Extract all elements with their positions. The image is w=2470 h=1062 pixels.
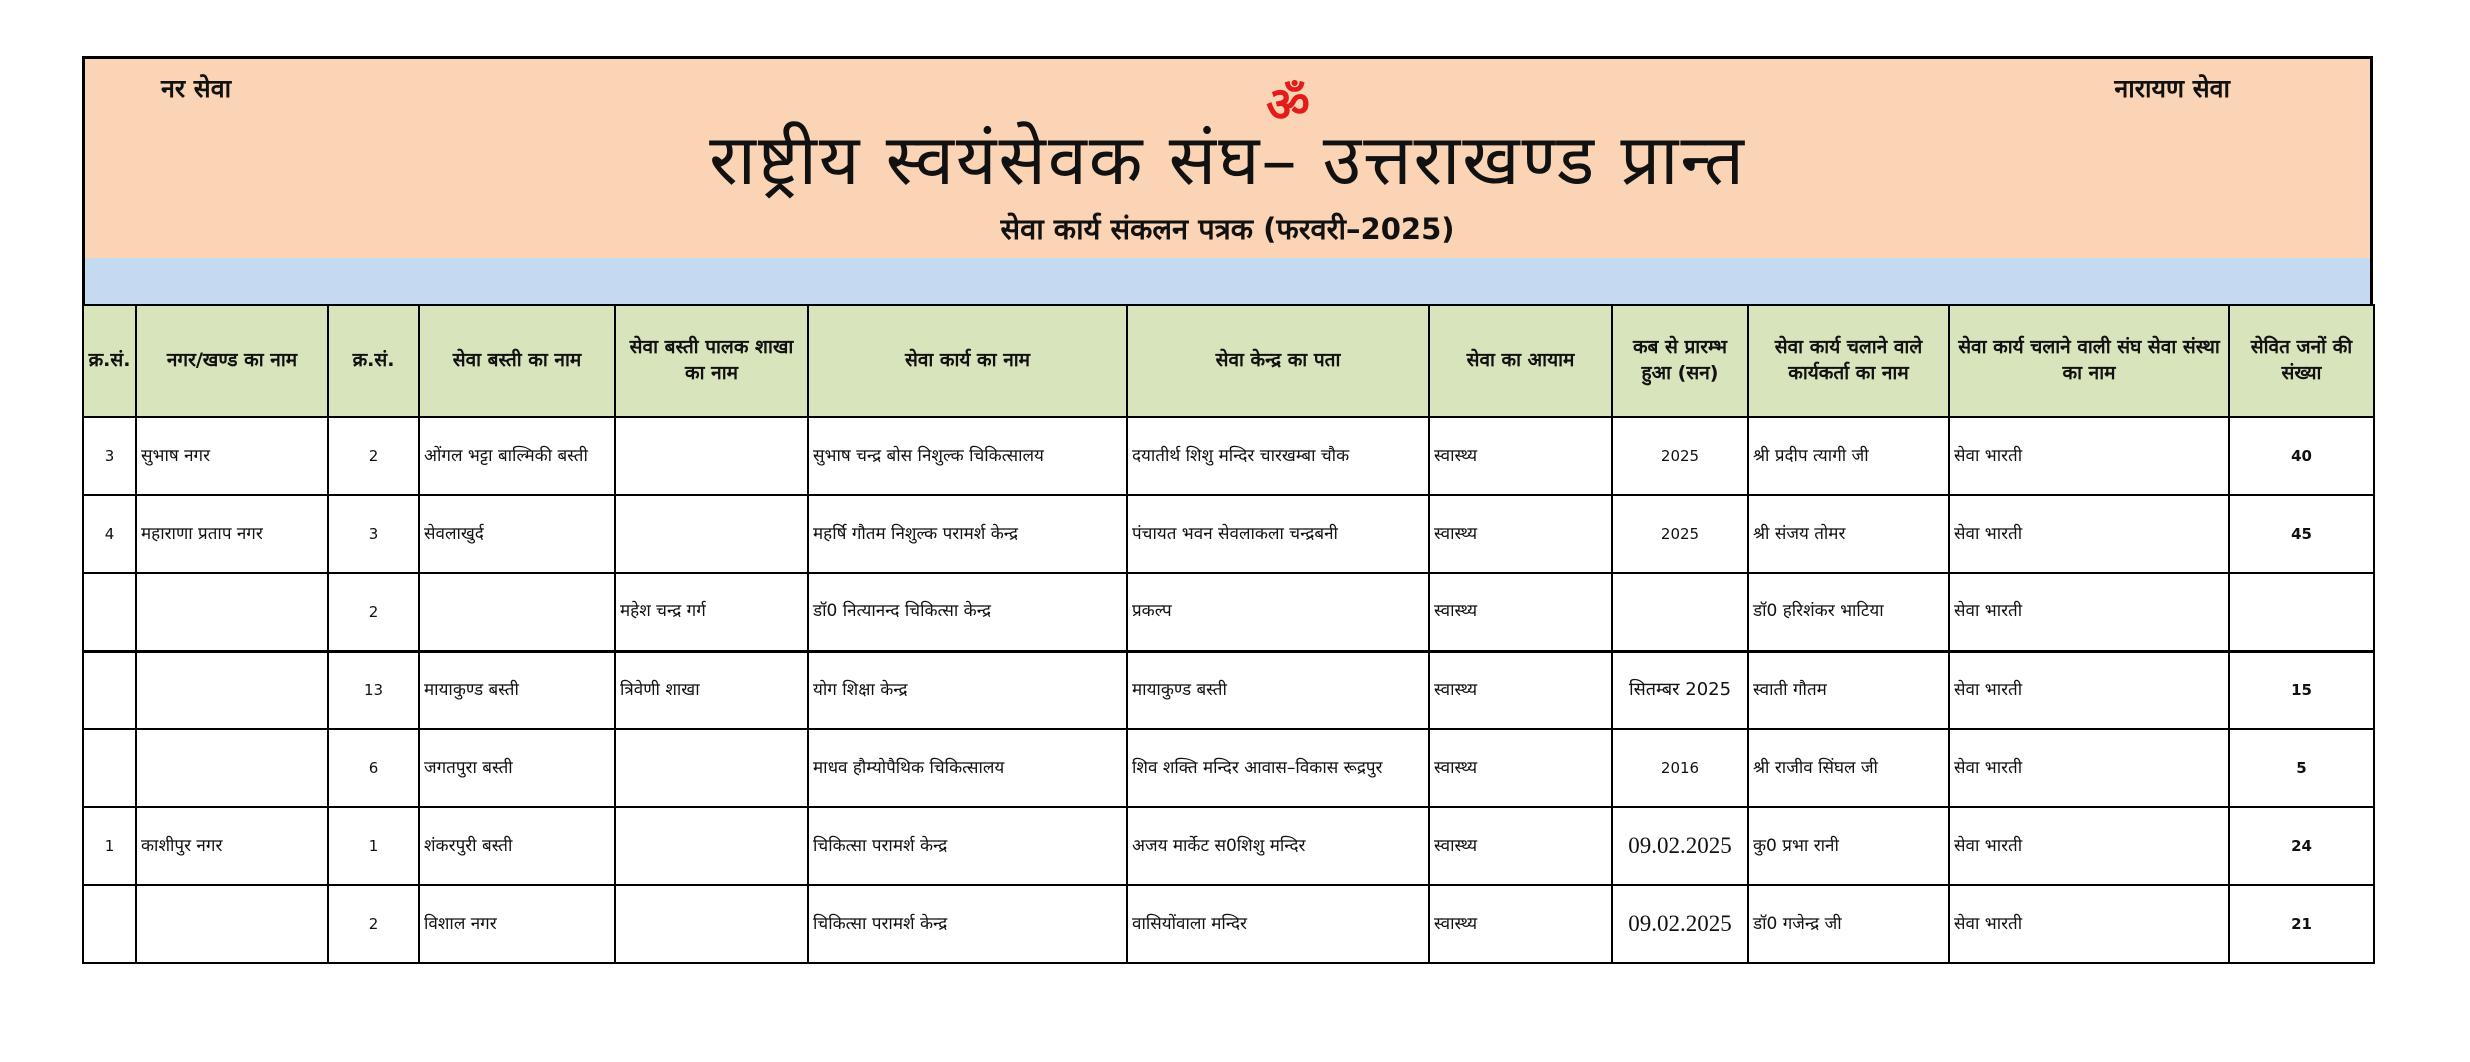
cell-col-work-name: योग शिक्षा केन्द्र (808, 651, 1127, 729)
cell-col-organisation: सेवा भारती (1949, 573, 2229, 651)
cell-col-start-year: 2025 (1612, 417, 1748, 495)
table-header-row (83, 305, 2374, 417)
cell-col-beneficiaries: 40 (2229, 417, 2374, 495)
cell-col-sr-no: 4 (83, 495, 136, 573)
cell-col-sr-no: 3 (83, 417, 136, 495)
table-row (83, 807, 2374, 885)
cell-col-basti-name: सेवलाखुर्द (419, 495, 615, 573)
cell-col-sr-no (83, 651, 136, 729)
cell-col-shakha-name (615, 495, 808, 573)
right-tagline: नारायण सेवा (2114, 74, 2230, 103)
cell-col-sr-no-2: 6 (328, 729, 419, 807)
header-col-basti-name: सेवा बस्ती का नाम (419, 305, 615, 417)
cell-col-organisation: सेवा भारती (1949, 885, 2229, 963)
cell-col-aayam: स्वास्थ्य (1429, 807, 1612, 885)
cell-col-start-year: 09.02.2025 (1612, 885, 1748, 963)
cell-col-worker-name: स्वाती गौतम (1748, 651, 1949, 729)
cell-col-address: पंचायत भवन सेवलाकला चन्द्रबनी (1127, 495, 1429, 573)
cell-col-basti-name: शंकरपुरी बस्ती (419, 807, 615, 885)
blue-band-divider (82, 258, 2373, 304)
header-col-work-name: सेवा कार्य का नाम (808, 305, 1127, 417)
header-col-address: सेवा केन्द्र का पता (1127, 305, 1429, 417)
cell-col-organisation: सेवा भारती (1949, 729, 2229, 807)
om-glyph: ॐ (1266, 77, 1310, 131)
cell-col-shakha-name (615, 417, 808, 495)
page-title: राष्ट्रीय स्वयंसेवक संघ– उत्तराखण्ड प्रान्त (709, 119, 1746, 201)
cell-col-sr-no-2: 13 (328, 651, 419, 729)
cell-col-basti-name: जगतपुरा बस्ती (419, 729, 615, 807)
cell-col-shakha-name (615, 807, 808, 885)
cell-col-worker-name: श्री संजय तोमर (1748, 495, 1949, 573)
cell-col-start-year: 2025 (1612, 495, 1748, 573)
table-row (83, 495, 2374, 573)
header-col-organisation: सेवा कार्य चलाने वाली संघ सेवा संस्था का नाम (1949, 305, 2229, 417)
table-body (83, 417, 2374, 963)
cell-col-nagar-name (136, 885, 328, 963)
header-col-aayam: सेवा का आयाम (1429, 305, 1612, 417)
cell-col-address: शिव शक्ति मन्दिर आवास–विकास रूद्रपुर (1127, 729, 1429, 807)
cell-col-basti-name (419, 573, 615, 651)
cell-col-shakha-name (615, 885, 808, 963)
cell-col-nagar-name: महाराणा प्रताप नगर (136, 495, 328, 573)
cell-col-nagar-name: काशीपुर नगर (136, 807, 328, 885)
cell-col-work-name: चिकित्सा परामर्श केन्द्र (808, 885, 1127, 963)
cell-col-address: प्रकल्प (1127, 573, 1429, 651)
cell-col-shakha-name: महेश चन्द्र गर्ग (615, 573, 808, 651)
cell-col-beneficiaries: 45 (2229, 495, 2374, 573)
cell-col-address: दयातीर्थ शिशु मन्दिर चारखम्बा चौक (1127, 417, 1429, 495)
page-subtitle: सेवा कार्य संकलन पत्रक (फरवरी–2025) (1000, 212, 1455, 246)
cell-col-address: मायाकुण्ड बस्ती (1127, 651, 1429, 729)
cell-col-nagar-name: सुभाष नगर (136, 417, 328, 495)
table-row (83, 729, 2374, 807)
cell-col-shakha-name: त्रिवेणी शाखा (615, 651, 808, 729)
cell-col-beneficiaries: 24 (2229, 807, 2374, 885)
left-tagline: नर सेवा (161, 74, 232, 103)
cell-col-work-name: सुभाष चन्द्र बोस निशुल्क चिकित्सालय (808, 417, 1127, 495)
cell-col-sr-no: 1 (83, 807, 136, 885)
table-row (83, 417, 2374, 495)
service-table (82, 304, 2375, 964)
header-col-beneficiaries: सेवित जनों की संख्या (2229, 305, 2374, 417)
cell-col-worker-name: श्री राजीव सिंघल जी (1748, 729, 1949, 807)
cell-col-organisation: सेवा भारती (1949, 495, 2229, 573)
header-col-start-year: कब से प्रारम्भ हुआ (सन) (1612, 305, 1748, 417)
cell-col-organisation: सेवा भारती (1949, 417, 2229, 495)
cell-col-sr-no (83, 885, 136, 963)
cell-col-beneficiaries (2229, 573, 2374, 651)
cell-col-start-year: 09.02.2025 (1612, 807, 1748, 885)
header-col-worker-name: सेवा कार्य चलाने वाले कार्यकर्ता का नाम (1748, 305, 1949, 417)
table-row (83, 651, 2374, 729)
table-row (83, 573, 2374, 651)
cell-col-sr-no-2: 2 (328, 573, 419, 651)
cell-col-address: वासियोंवाला मन्दिर (1127, 885, 1429, 963)
header-col-sr-no-2: क्र.सं. (328, 305, 419, 417)
cell-col-organisation: सेवा भारती (1949, 651, 2229, 729)
cell-col-worker-name: कु0 प्रभा रानी (1748, 807, 1949, 885)
cell-col-sr-no (83, 573, 136, 651)
cell-col-basti-name: ओंगल भट्टा बाल्मिकी बस्ती (419, 417, 615, 495)
cell-col-work-name: महर्षि गौतम निशुल्क परामर्श केन्द्र (808, 495, 1127, 573)
header-col-shakha-name: सेवा बस्ती पालक शाखा का नाम (615, 305, 808, 417)
cell-col-aayam: स्वास्थ्य (1429, 885, 1612, 963)
cell-col-basti-name: विशाल नगर (419, 885, 615, 963)
header-col-sr-no: क्र.सं. (83, 305, 136, 417)
cell-col-shakha-name (615, 729, 808, 807)
cell-col-start-year (1612, 573, 1748, 651)
cell-col-start-year: 2016 (1612, 729, 1748, 807)
cell-col-basti-name: मायाकुण्ड बस्ती (419, 651, 615, 729)
cell-col-organisation: सेवा भारती (1949, 807, 2229, 885)
cell-col-start-year: सितम्बर 2025 (1612, 651, 1748, 729)
cell-col-work-name: माधव हौम्योपैथिक चिकित्सालय (808, 729, 1127, 807)
report-header (82, 56, 2373, 258)
cell-col-sr-no-2: 2 (328, 417, 419, 495)
cell-col-nagar-name (136, 573, 328, 651)
cell-col-work-name: चिकित्सा परामर्श केन्द्र (808, 807, 1127, 885)
cell-col-worker-name: डॉ0 गजेन्द्र जी (1748, 885, 1949, 963)
cell-col-sr-no (83, 729, 136, 807)
cell-col-sr-no-2: 3 (328, 495, 419, 573)
cell-col-beneficiaries: 5 (2229, 729, 2374, 807)
cell-col-nagar-name (136, 651, 328, 729)
cell-col-sr-no-2: 1 (328, 807, 419, 885)
cell-col-nagar-name (136, 729, 328, 807)
cell-col-beneficiaries: 15 (2229, 651, 2374, 729)
table-row (83, 885, 2374, 963)
cell-col-aayam: स्वास्थ्य (1429, 729, 1612, 807)
cell-col-beneficiaries: 21 (2229, 885, 2374, 963)
report-sheet (82, 56, 2373, 964)
cell-col-address: अजय मार्केट स0शिशु मन्दिर (1127, 807, 1429, 885)
cell-col-aayam: स्वास्थ्य (1429, 417, 1612, 495)
cell-col-worker-name: डॉ0 हरिशंकर भाटिया (1748, 573, 1949, 651)
header-col-nagar-name: नगर/खण्ड का नाम (136, 305, 328, 417)
cell-col-work-name: डॉ0 नित्यानन्द चिकित्सा केन्द्र (808, 573, 1127, 651)
cell-col-worker-name: श्री प्रदीप त्यागी जी (1748, 417, 1949, 495)
cell-col-aayam: स्वास्थ्य (1429, 573, 1612, 651)
cell-col-aayam: स्वास्थ्य (1429, 651, 1612, 729)
cell-col-aayam: स्वास्थ्य (1429, 495, 1612, 573)
cell-col-sr-no-2: 2 (328, 885, 419, 963)
